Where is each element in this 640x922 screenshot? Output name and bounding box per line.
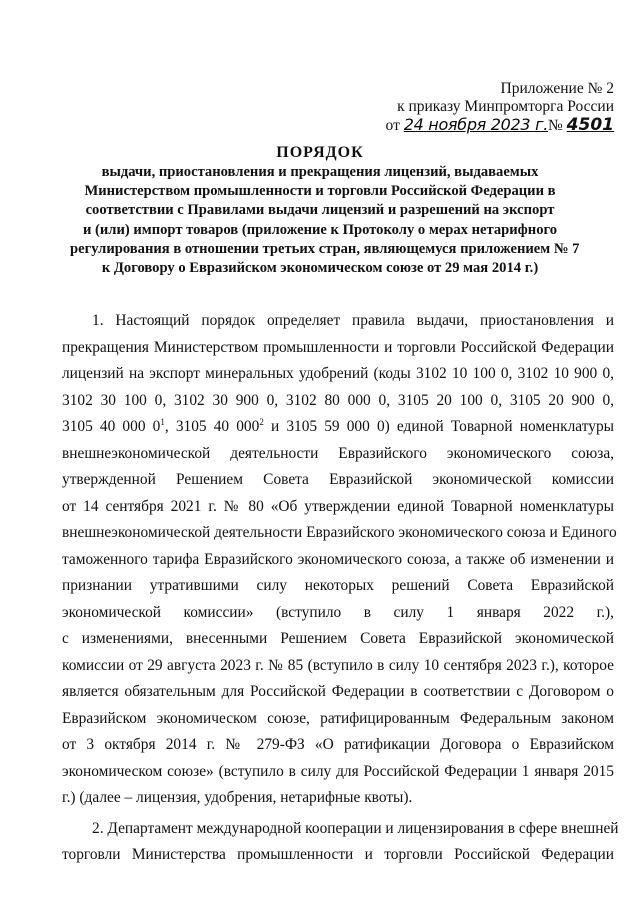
paragraph-line: внешнеэкономической деятельности Евразийского экономического союза и Единого <box>62 524 617 541</box>
paragraph-line: 1. Настоящий порядок определяет правила выдачи, приостановления и <box>92 312 614 329</box>
handwritten-date: 24 ноября 2023 г. <box>403 115 548 134</box>
paragraph-line: таможенного тарифа Евразийского экономического союза, а также об изменении и <box>62 550 614 568</box>
number-prefix: № <box>548 117 563 134</box>
footnote-mark-2: 2 <box>259 416 264 427</box>
handwritten-number: 4501 <box>566 115 614 135</box>
order-reference: к приказу Минпромторга России <box>397 98 614 115</box>
subtitle-line: и (или) импорт товаров (приложение к Протоколу о мерах нетарифного <box>82 221 558 238</box>
subtitle-line: к Договору о Евразийском экономическом союзе от 29 мая 2014 г.) <box>101 260 539 277</box>
paragraph-line: комиссии от 29 августа 2023 г. № 85 (вступило в силу 10 сентября 2023 г.), которое <box>62 656 614 674</box>
paragraph-line: является обязательным для Российской Федерации в соответствии с Договором о <box>62 683 614 700</box>
paragraph-line: прекращения Министерством промышленности и торговли Российской Федерации <box>62 338 614 356</box>
paragraph-line: г.) (далее – лицензия, удобрения, нетарифные квоты). <box>62 789 413 806</box>
appendix-label: Приложение № 2 <box>500 80 614 97</box>
subtitle-line: выдачи, приостановления и прекращения лицензий, выдаваемых <box>101 164 539 180</box>
paragraph-line: внешнеэкономической деятельности Евразийского экономического союза, <box>62 444 614 462</box>
subtitle-line: регулирования в отношении третьих стран, являющемуся приложением № 7 <box>70 240 580 257</box>
footnote-mark-1: 1 <box>160 416 165 427</box>
date-prefix: от <box>385 117 400 134</box>
paragraph-line: от 3 октября 2014 г. № 279-ФЗ «О ратификации Договора о Евразийском <box>62 736 614 753</box>
appendix-header <box>334 80 614 135</box>
document-title: ПОРЯДОК <box>276 144 364 161</box>
paragraph-line: 3102 30 100 0, 3102 30 900 0, 3102 80 000 0, 3105 20 100 0, 3105 20 900 0, <box>62 391 614 409</box>
paragraph-line: экономической комиссии» (вступило в силу 1 января 2022 г.), <box>62 603 614 621</box>
paragraph-line: с изменениями, внесенными Решением Совета Евразийской экономической <box>62 630 614 647</box>
code-text: и 3105 59 000 0) единой Товарной номенклатуры <box>263 418 614 435</box>
code-text: , 3105 40 000 <box>164 418 260 435</box>
subtitle-line: Министерством промышленности и торговли Российской Федерации в <box>84 183 556 200</box>
paragraph-1 <box>62 308 617 812</box>
paragraph-line: признании утратившими силу некоторых решений Совета Евразийской <box>62 577 614 594</box>
paragraph-2 <box>62 816 619 869</box>
document-subtitle <box>70 163 580 278</box>
body-text <box>62 308 619 869</box>
paragraph-line: лицензий на экспорт минеральных удобрений (коды 3102 10 100 0, 3102 10 900 0, <box>62 365 614 382</box>
paragraph-line: Евразийском экономическом союзе, ратифицированным Федеральным законом <box>62 709 614 727</box>
paragraph-line: утвержденной Решением Совета Евразийской экономической комиссии <box>62 471 614 488</box>
paragraph-line: экономическом союзе» (вступило в силу для Российской Федерации 1 января 2015 <box>62 762 614 780</box>
paragraph-line: торговли Министерства промышленности и торговли Российской Федерации <box>62 846 614 863</box>
subtitle-line: соответствии с Правилами выдачи лицензий и разрешений на экспорт <box>85 202 555 219</box>
paragraph-line: от 14 сентября 2021 г. № 80 «Об утверждении единой Товарной номенклатуры <box>62 497 614 515</box>
paragraph-line-codes <box>62 414 614 441</box>
paragraph-line: 2. Департамент международной кооперации и лицензирования в сфере внешней <box>92 819 619 837</box>
code-text: 3105 40 000 0 <box>62 418 161 435</box>
order-date-number <box>334 116 614 135</box>
